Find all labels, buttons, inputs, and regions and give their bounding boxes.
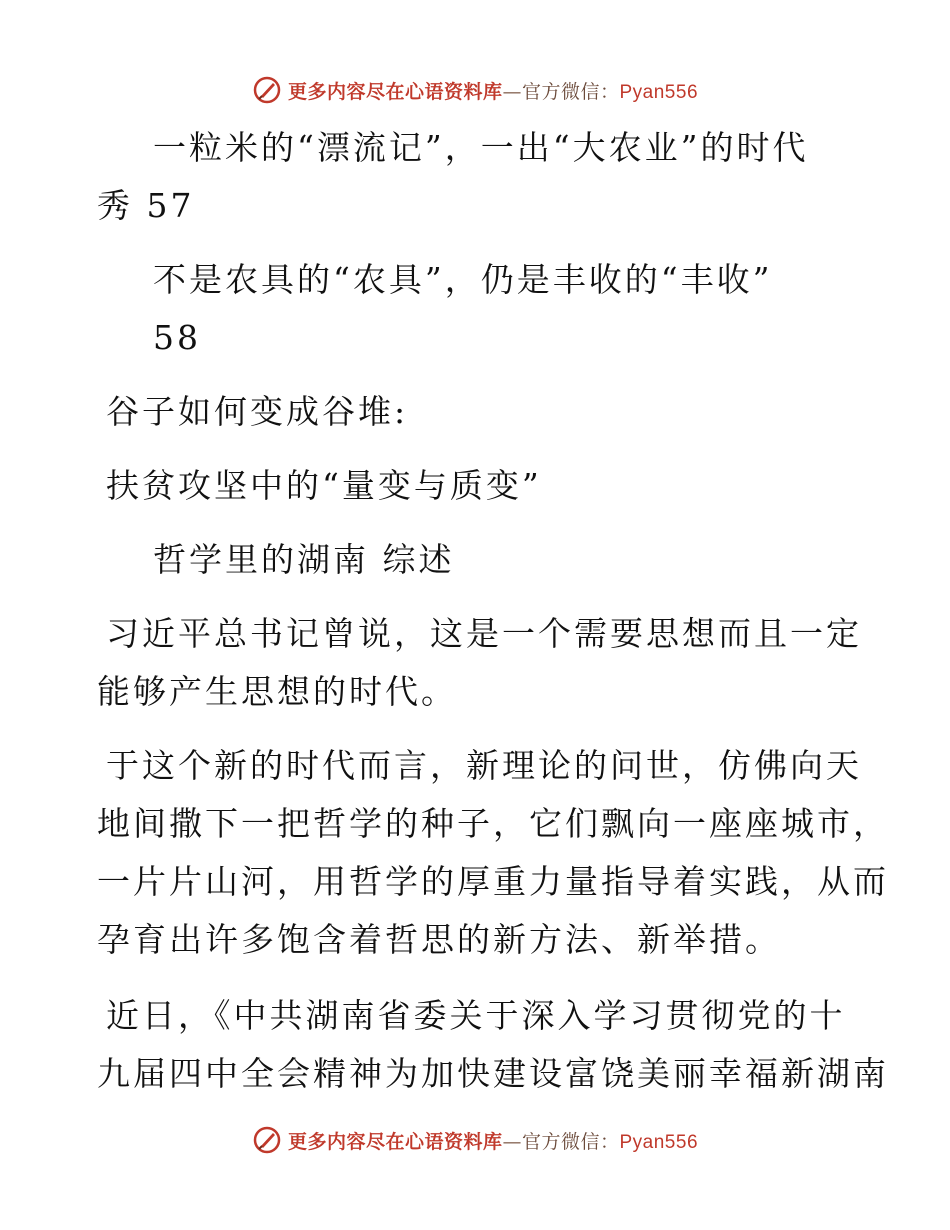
watermark-wechat-label: 官方微信：: [521, 80, 620, 103]
text-line: 谷子如何变成谷堆:: [106, 392, 409, 431]
text-line: 能够产生思想的时代。: [97, 672, 457, 711]
footer-watermark-banner: [0, 1120, 950, 1160]
text-line: 58: [153, 318, 201, 357]
text-line: 于这个新的时代而言，新理论的问世，仿佛向天: [106, 746, 862, 785]
watermark-main-text: 更多内容尽在心语资料库: [287, 80, 503, 103]
watermark-main-text: 更多内容尽在心语资料库: [287, 1130, 503, 1153]
text-line: 九届四中全会精神为加快建设富饶美丽幸福新湖南: [97, 1054, 889, 1093]
watermark-wechat-id: Pyan556: [619, 1131, 699, 1153]
text-line: 孕育出许多饱含着哲思的新方法、新举措。: [97, 920, 781, 959]
text-line: 习近平总书记曾说，这是一个需要思想而且一定: [106, 614, 862, 653]
text-line: 一粒米的“漂流记”，一出“大农业”的时代: [153, 128, 809, 167]
text-line: 地间撒下一把哲学的种子，它们飘向一座座城市，: [97, 804, 889, 843]
text-line: 不是农具的“农具”，仍是丰收的“丰收”: [153, 260, 773, 299]
text-line: 近日，《中共湖南省委关于深入学习贯彻党的十: [106, 996, 846, 1035]
watermark-wechat-label: 官方微信：: [521, 1130, 620, 1153]
quill-seal-icon: [252, 75, 282, 105]
text-line: 一片片山河，用哲学的厚重力量指导着实践，从而: [97, 862, 889, 901]
watermark-dash: —: [502, 1130, 522, 1153]
header-watermark-banner: [0, 70, 950, 110]
text-line: 秀 57: [97, 186, 195, 225]
section-heading: 哲学里的湖南 综述: [153, 540, 455, 579]
watermark-wechat-id: Pyan556: [619, 81, 699, 103]
quill-seal-icon: [252, 1125, 282, 1155]
text-line: 扶贫攻坚中的“量变与质变”: [106, 466, 542, 505]
watermark-dash: —: [502, 80, 522, 103]
